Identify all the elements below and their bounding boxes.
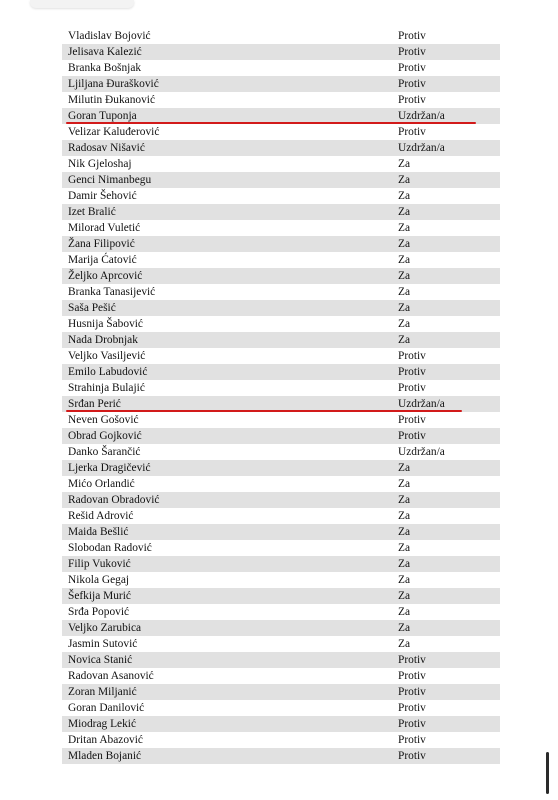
member-name: Jasmin Sutović — [68, 638, 138, 650]
table-row — [62, 236, 500, 252]
member-name: Veljko Vasiljević — [68, 350, 146, 362]
table-row — [62, 316, 500, 332]
table-row — [62, 284, 500, 300]
table-row — [62, 172, 500, 188]
browser-tab-edge — [30, 0, 134, 8]
member-name: Goran Tuponja — [68, 110, 137, 122]
vote-value: Za — [398, 222, 411, 234]
table-row — [62, 540, 500, 556]
table-row — [62, 204, 500, 220]
member-name: Mladen Bojanić — [68, 750, 142, 762]
member-name: Marija Ćatović — [68, 254, 137, 266]
member-name: Slobodan Radović — [68, 542, 152, 554]
member-name: Branka Bošnjak — [68, 62, 142, 74]
member-name: Branka Tanasijević — [68, 286, 156, 298]
table-row — [62, 412, 500, 428]
table-row — [62, 252, 500, 268]
table-row — [62, 684, 500, 700]
vote-value: Protiv — [398, 382, 426, 394]
member-name: Miodrag Lekić — [68, 718, 137, 730]
member-name: Husnija Šabović — [68, 318, 143, 330]
member-name: Rešid Adrović — [68, 510, 134, 522]
vote-value: Za — [398, 254, 411, 266]
vote-value: Protiv — [398, 702, 426, 714]
table-row — [62, 76, 500, 92]
vote-value: Protiv — [398, 350, 426, 362]
vote-value: Protiv — [398, 62, 426, 74]
member-name: Obrad Gojković — [68, 430, 142, 442]
vote-value: Za — [398, 638, 411, 650]
table-row — [62, 156, 500, 172]
vote-value: Uzdržan/a — [398, 142, 445, 154]
vote-value: Za — [398, 302, 411, 314]
table-row — [62, 444, 500, 460]
vote-value: Uzdržan/a — [398, 110, 445, 122]
vote-value: Za — [398, 318, 411, 330]
table-row — [62, 396, 500, 412]
vote-value: Uzdržan/a — [398, 446, 445, 458]
vote-value: Za — [398, 542, 411, 554]
member-name: Milorad Vuletić — [68, 222, 141, 234]
member-name: Ljiljana Đurašković — [68, 78, 159, 90]
vote-value: Za — [398, 510, 411, 522]
table-row — [62, 572, 500, 588]
vote-value: Protiv — [398, 30, 426, 42]
table-row — [62, 732, 500, 748]
table-row — [62, 652, 500, 668]
member-name: Srđa Popović — [68, 606, 130, 618]
table-row — [62, 508, 500, 524]
table-row — [62, 620, 500, 636]
member-name: Nik Gjeloshaj — [68, 158, 132, 170]
vote-value: Za — [398, 238, 411, 250]
vote-value: Za — [398, 206, 411, 218]
table-row — [62, 748, 500, 764]
member-name: Velizar Kaluđerović — [68, 126, 160, 138]
vote-value: Za — [398, 494, 411, 506]
vote-value: Za — [398, 286, 411, 298]
member-name: Damir Šehović — [68, 190, 137, 202]
vote-value: Za — [398, 334, 411, 346]
table-row — [62, 364, 500, 380]
table-row — [62, 124, 500, 140]
vote-value: Protiv — [398, 366, 426, 378]
member-name: Šefkija Murić — [68, 590, 131, 602]
member-name: Mićo Orlandić — [68, 478, 135, 490]
member-name: Filip Vuković — [68, 558, 131, 570]
member-name: Nikola Gegaj — [68, 574, 130, 586]
member-name: Novica Stanić — [68, 654, 133, 666]
table-row — [62, 332, 500, 348]
member-name: Nada Drobnjak — [68, 334, 138, 346]
table-row — [62, 668, 500, 684]
table-row — [62, 268, 500, 284]
vote-value: Protiv — [398, 414, 426, 426]
table-row — [62, 108, 500, 124]
table-row — [62, 460, 500, 476]
member-name: Dritan Abazović — [68, 734, 143, 746]
member-name: Genci Nimanbegu — [68, 174, 152, 186]
vote-value: Za — [398, 158, 411, 170]
member-name: Neven Gošović — [68, 414, 139, 426]
member-name: Maida Bešlić — [68, 526, 129, 538]
table-row — [62, 188, 500, 204]
table-row — [62, 92, 500, 108]
table-row — [62, 588, 500, 604]
vote-value: Za — [398, 462, 411, 474]
member-name: Goran Danilović — [68, 702, 145, 714]
vote-value: Protiv — [398, 654, 426, 666]
member-name: Veljko Zarubica — [68, 622, 142, 634]
member-name: Jelisava Kalezić — [68, 46, 142, 58]
vote-value: Za — [398, 558, 411, 570]
member-name: Emilo Labudović — [68, 366, 148, 378]
member-name: Žana Filipović — [68, 238, 135, 250]
table-row — [62, 380, 500, 396]
table-row — [62, 220, 500, 236]
table-row — [62, 348, 500, 364]
table-row — [62, 556, 500, 572]
member-name: Srđan Perić — [68, 398, 121, 410]
vote-value: Protiv — [398, 46, 426, 58]
vote-value: Za — [398, 622, 411, 634]
member-name: Saša Pešić — [68, 302, 116, 314]
table-row — [62, 700, 500, 716]
vote-value: Za — [398, 478, 411, 490]
table-row — [62, 476, 500, 492]
vote-value: Za — [398, 190, 411, 202]
member-name: Vladislav Bojović — [68, 30, 151, 42]
table-row — [62, 300, 500, 316]
table-row — [62, 524, 500, 540]
table-row — [62, 428, 500, 444]
member-name: Željko Aprcović — [68, 270, 143, 282]
table-row — [62, 140, 500, 156]
member-name: Radovan Obradović — [68, 494, 160, 506]
vote-value: Protiv — [398, 718, 426, 730]
scrollbar-thumb[interactable] — [546, 752, 549, 794]
vote-table — [62, 28, 500, 764]
vote-value: Protiv — [398, 78, 426, 90]
vote-value: Za — [398, 526, 411, 538]
vote-value: Protiv — [398, 670, 426, 682]
vote-value: Uzdržan/a — [398, 398, 445, 410]
vote-value: Protiv — [398, 750, 426, 762]
table-row — [62, 492, 500, 508]
member-name: Radovan Asanović — [68, 670, 154, 682]
table-row — [62, 604, 500, 620]
vote-value: Protiv — [398, 94, 426, 106]
member-name: Milutin Đukanović — [68, 94, 156, 106]
table-row — [62, 28, 500, 44]
member-name: Strahinja Bulajić — [68, 382, 145, 394]
member-name: Zoran Miljanić — [68, 686, 137, 698]
table-row — [62, 716, 500, 732]
member-name: Radosav Nišavić — [68, 142, 145, 154]
table-row — [62, 44, 500, 60]
member-name: Ljerka Dragičević — [68, 462, 151, 474]
table-row — [62, 60, 500, 76]
vote-value: Protiv — [398, 430, 426, 442]
member-name: Izet Bralić — [68, 206, 116, 218]
vote-value: Za — [398, 606, 411, 618]
vote-value: Za — [398, 590, 411, 602]
vote-value: Protiv — [398, 686, 426, 698]
vote-value: Za — [398, 270, 411, 282]
vote-value: Protiv — [398, 734, 426, 746]
vote-value: Za — [398, 174, 411, 186]
vote-value: Za — [398, 574, 411, 586]
vote-value: Protiv — [398, 126, 426, 138]
table-row — [62, 636, 500, 652]
member-name: Danko Šarančić — [68, 446, 141, 458]
